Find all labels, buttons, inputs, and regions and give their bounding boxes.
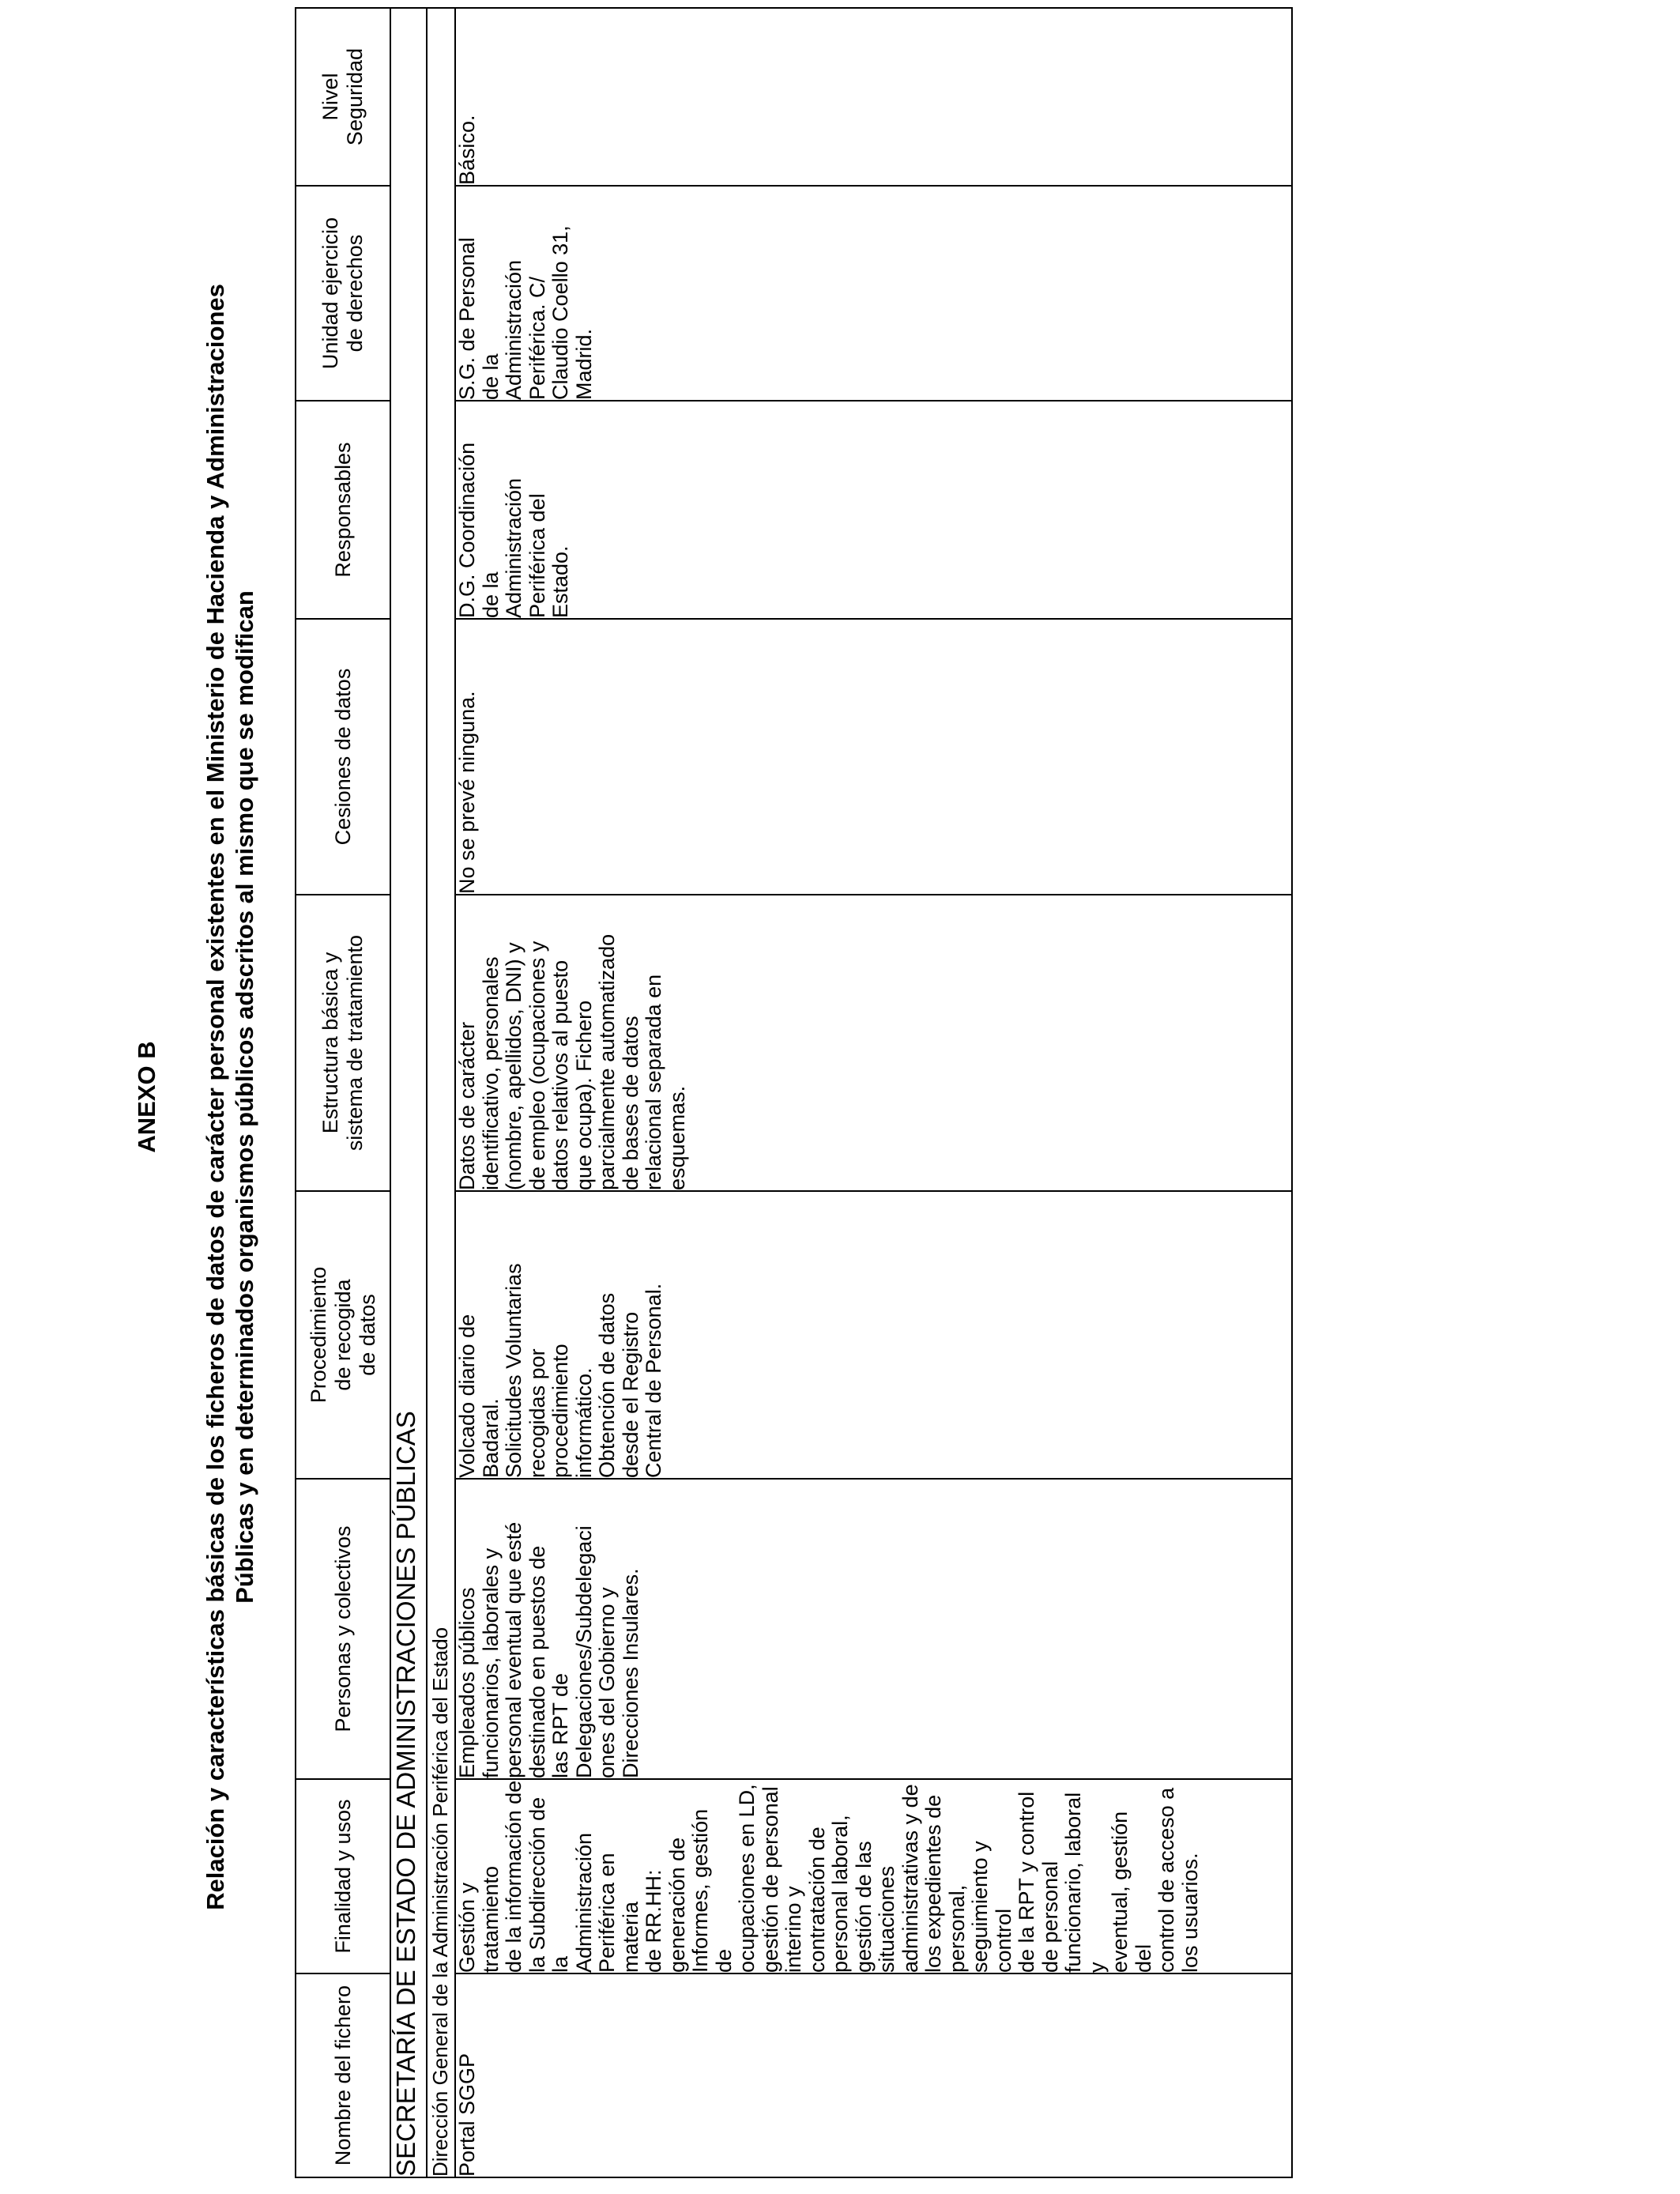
cell-procedimiento: Volcado diario de Badaral. Solicitudes Voluntarias recogidas por procedimiento informático. Obtención de datos desde el Registro Central de Personal. (455, 1191, 1292, 1479)
header-estructura: Estructura básica y sistema de tratamiento (296, 895, 390, 1191)
document-title (201, 0, 259, 2194)
cell-unidad: S.G. de Personal de la Administración Periférica. C/ Claudio Coello 31, Madrid. (455, 186, 1292, 401)
cell-personas: Empleados públicos funcionarios, laborales y personal eventual que esté destinado en puestos de las RPT de Delegaciones/Subdelegaci ones del Gobierno y Direcciones Insulares. (455, 1479, 1292, 1779)
cell-cesiones: No se prevé ninguna. (455, 619, 1292, 895)
cell-nivel: Básico. (455, 8, 1292, 186)
header-nivel: Nivel Seguridad (296, 8, 390, 186)
table-row (455, 8, 1292, 2177)
section-row (390, 8, 427, 2177)
header-responsables: Responsables (296, 401, 390, 619)
cell-finalidad: Gestión y tratamiento de la información de la Subdirección de la Administración Periférica en materia de RR.HH: generación de Informes, gestión de ocupaciones en LD, gestión de personal interino y contratación de personal laboral, gestión de las situaciones administrativas y de los expedientes de personal, seguimiento y control de la RPT y control de personal funcionario, laboral y eventual, gestión del control de acceso a los usuarios. (455, 1779, 1292, 1973)
header-row (296, 8, 390, 2177)
direction-title: Dirección General de la Administración Periférica del Estado (427, 8, 455, 2177)
section-title: SECRETARÍA DE ESTADO DE ADMINISTRACIONES PÚBLICAS (390, 8, 427, 2177)
cell-responsables: D.G. Coordinación de la Administración Periférica del Estado. (455, 401, 1292, 619)
header-unidad: Unidad ejercicio de derechos (296, 186, 390, 401)
header-finalidad: Finalidad y usos (296, 1779, 390, 1973)
files-table (295, 7, 1293, 2178)
direction-row (427, 8, 455, 2177)
cell-estructura: Datos de carácter identificativo, personales (nombre, apellidos, DNI) y de empleo (ocupaciones y datos relativos al puesto que ocupa). Fichero parcialmente automatizado de bases de datos relacional separada en esquemas. (455, 895, 1292, 1191)
header-personas: Personas y colectivos (296, 1479, 390, 1779)
document-title-line-1: Relación y características básicas de los ficheros de datos de carácter personal existentes en el Ministerio de Hacienda y Administraciones (202, 284, 229, 1910)
annex-title: ANEXO B (133, 1041, 160, 1153)
document-title-line-2: Públicas y en determinados organismos públicos adscritos al mismo que se modifican (231, 590, 258, 1604)
header-nombre: Nombre del fichero (296, 1973, 390, 2177)
header-cesiones: Cesiones de datos (296, 619, 390, 895)
cell-nombre: Portal SGGP (455, 1973, 1292, 2177)
header-procedimiento: Procedimiento de recogida de datos (296, 1191, 390, 1479)
